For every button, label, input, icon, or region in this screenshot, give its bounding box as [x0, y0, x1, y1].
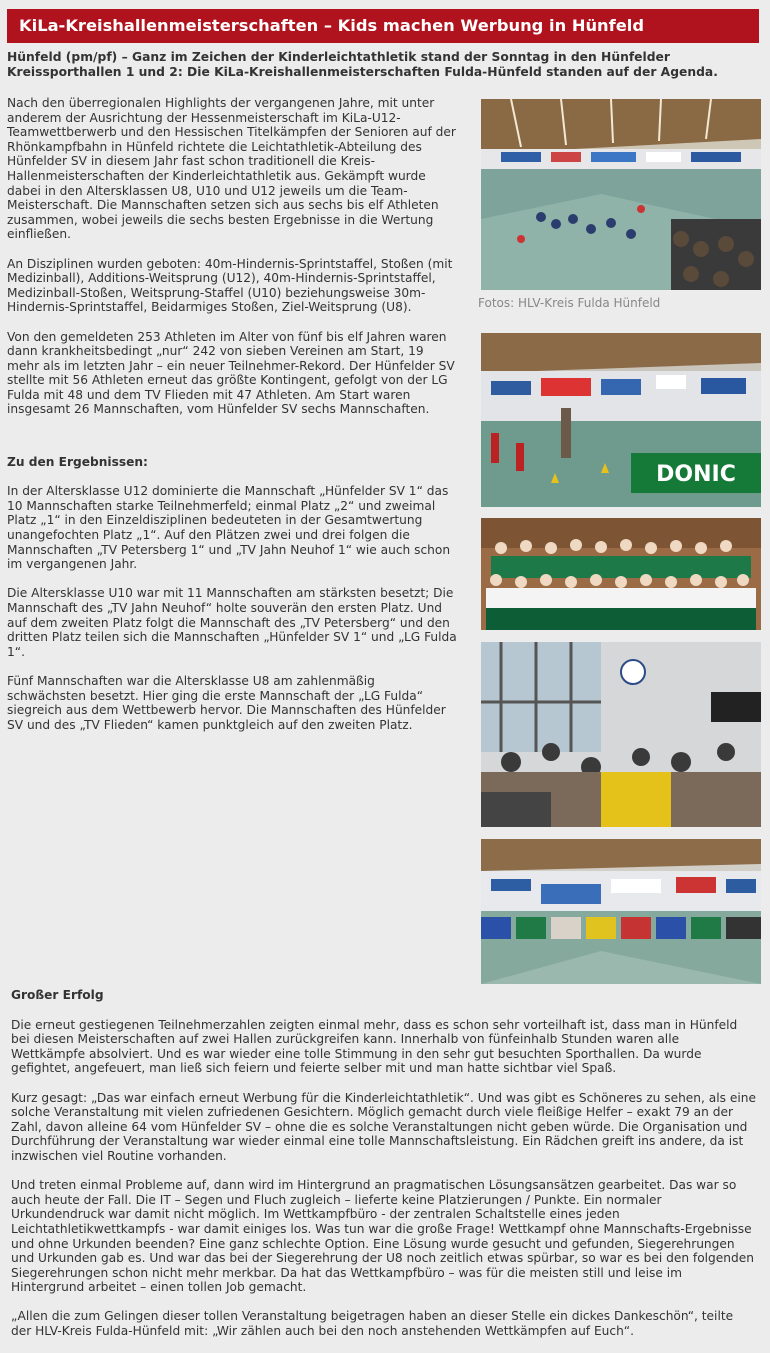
paragraph: Fünf Mannschaften war die Altersklasse U8 am zahlenmäßig schwächsten besetzt. Hier ging die erste Mannschaft der „LG Fulda“ siegreich aus dem Wettbewerb hervor. Die Mannschaften des Hünfelder SV und des „TV Flieden“ kamen punktgleich auf den zweiten Platz.	[7, 673, 446, 732]
paragraph: Die erneut gestiegenen Teilnehmerzahlen zeigten einmal mehr, dass es schon sehr vorteilhaft ist, dass man in Hünfeld bei diesen Meisterschaften auf zwei Hallen zurückgreifen kann. Innerhalb von fünfeinhalb Stunden waren alle Wettkämpfe absolviert. Und es war wieder eine tolle Stimmung in den sehr gut besuchten Sporthallen. Da wurde gefightet, angefeuert, man ließ sich feiern und feierte selber mit und man hatte sichtbar viel Spaß.	[11, 1017, 738, 1076]
section-heading: Großer Erfolg	[11, 988, 104, 1002]
article-title: KiLa-Kreishallenmeisterschaften – Kids machen Werbung in Hünfeld	[7, 9, 759, 43]
photo-hall-overview	[481, 99, 761, 290]
article-lead: Hünfeld (pm/pf) – Ganz im Zeichen der Kinderleichtathletik stand der Sonntag in den Hünfelder Kreissporthallen 1 und 2: Die KiLa-Kreishallenmeisterschaften Fulda-Hünfeld standen auf der Agenda.	[7, 50, 718, 79]
paragraph: Von den gemeldeten 253 Athleten im Alter von fünf bis elf Jahren waren dann krankheitsbedingt „nur“ 242 von sieben Vereinen am Start, 19 mehr als im letzten Jahr – ein neuer Teilnehmer-Rekord. Der Hünfelder SV stellte mit 56 Athleten erneut das größte Kontingent, gefolgt von der LG Fulda mit 48 und dem TV Flieden mit 47 Athleten. Am Start waren insgesamt 26 Mannschaften, vom Hünfelder SV sechs Mannschaften.	[7, 329, 455, 417]
paragraph: An Disziplinen wurden geboten: 40m-Hindernis-Sprintstaffel, Stoßen (mit Medizinball), Additions-Weitsprung (U12), 40m-Hindernis-Sprintstaffel, Medizinball-Stoßen, Weitsprung-Staffel (U10) beziehungsweise 30m-Hindernis-Sprintstaffel, Beidarmiges Stoßen, Ziel-Weitsprung (U8).	[7, 256, 453, 315]
photo-cafeteria	[481, 642, 761, 827]
paragraph: „Allen die zum Gelingen dieser tollen Veranstaltung beigetragen haben an dieser Stelle ein dickes Dankeschön“, teilte der HLV-Kreis Fulda-Hünfeld mit: „Wir zählen auch bei den noch anstehenden Wettkämpfen auf Euch“.	[11, 1309, 734, 1339]
photo-caption: Fotos: HLV-Kreis Fulda Hünfeld	[478, 296, 661, 310]
photo-hall-donic	[481, 333, 761, 507]
paragraph: In der Altersklasse U12 dominierte die Mannschaft „Hünfelder SV 1“ das 10 Mannschaften starke Teilnehmerfeld; einmal Platz „2“ und zweimal Platz „1“ in den Einzeldisziplinen bedeuteten in der Gesamtwertung unangefochten Platz „1“. Auf den Plätzen zwei und drei folgen die Mannschaften „TV Petersberg 1“ und „TV Jahn Neuhof 1“ wie auch schon im vergangenen Jahr.	[7, 484, 451, 572]
paragraph: Nach den überregionalen Highlights der vergangenen Jahre, mit unter anderem der Ausrichtung der Hessenmeisterschaft im KiLa-U12-Teamwettberwerb und den Hessischen Titelkämpfen der Senioren auf der Rhönkampfbahn in Hünfeld richtete die Leichtathletik-Abteilung des Hünfelder SV in diesem Jahr fast schon traditionell die Kreis-Hallenmeisterschaften der Kinderleichtathletik aus. Gekämpft wurde dabei in den Altersklassen U8, U10 und U12 jeweils um die Team-Meisterschaft. Die Mannschaften setzen sich aus sechs bis elf Athleten zusammen, wobei jeweils die sechs besten Ergebnisse in die Wertung einfließen.	[7, 96, 456, 242]
paragraph: Kurz gesagt: „Das war einfach erneut Werbung für die Kinderleichtathletik“. Und was gibt es Schöneres zu sehen, als eine solche Veranstaltung mit vielen zufriedenen Gesichtern. Möglich gemacht durch viele fleißige Helfer – exakt 79 an der Zahl, davon alleine 64 vom Hünfelder SV – ohne die es solche Veranstaltungen nicht geben würde. Die Organisation und Durchführung der Veranstaltung war wieder einmal eine tolle Mannschaftsleistung. Ein Rädchen greift ins andere, da ist inzwischen viel Routine vorhanden.	[11, 1090, 756, 1163]
photo-team-group	[481, 518, 761, 630]
paragraph: Und treten einmal Probleme auf, dann wird im Hintergrund an pragmatischen Lösungsansätzen gearbeitet. Das war so auch heute der Fall. Die IT – Segen und Fluch zugleich – lieferte keine Platzierungen / Punkte. Ein normaler Urkundendruck war damit nicht möglich. Im Wettkampfbüro - der zentralen Schaltstelle eines jeden Leichtathletikwettkampfs - war damit einiges los. Was tun war die große Frage! Wettkampf ohne Mannschafts-Ergebnisse und ohne Urkunden beenden? Eine ganz schlechte Option. Eine Lösung wurde gesucht und gefunden, Siegerehrungen und Urkunden gab es. Und war das bei der Siegerehrung der U8 noch zeitlich etwas spürbar, so war es bei den folgenden Siegerehrungen schon nicht mehr merkbar. Da hat das Wettkampfbüro – was für die meisten still und leise im Hintergrund arbeitet – einen tollen Job gemacht.	[11, 1178, 754, 1295]
donic-banner-text: DONIC	[656, 462, 736, 487]
paragraph: Die Altersklasse U10 war mit 11 Mannschaften am stärksten besetzt; Die Mannschaft des „TV Jahn Neuhof“ holte souverän den ersten Platz. Und auf dem zweiten Platz folgt die Mannschaft des „TV Petersberg“ und den dritten Platz teilen sich die Mannschaften „Hünfelder SV 1“ und „LG Fulda 1“.	[7, 586, 457, 659]
article-body-bottom	[11, 988, 756, 1353]
photo-award-ceremony	[481, 839, 761, 984]
article-body-left	[7, 96, 457, 747]
results-heading: Zu den Ergebnissen:	[7, 455, 148, 470]
